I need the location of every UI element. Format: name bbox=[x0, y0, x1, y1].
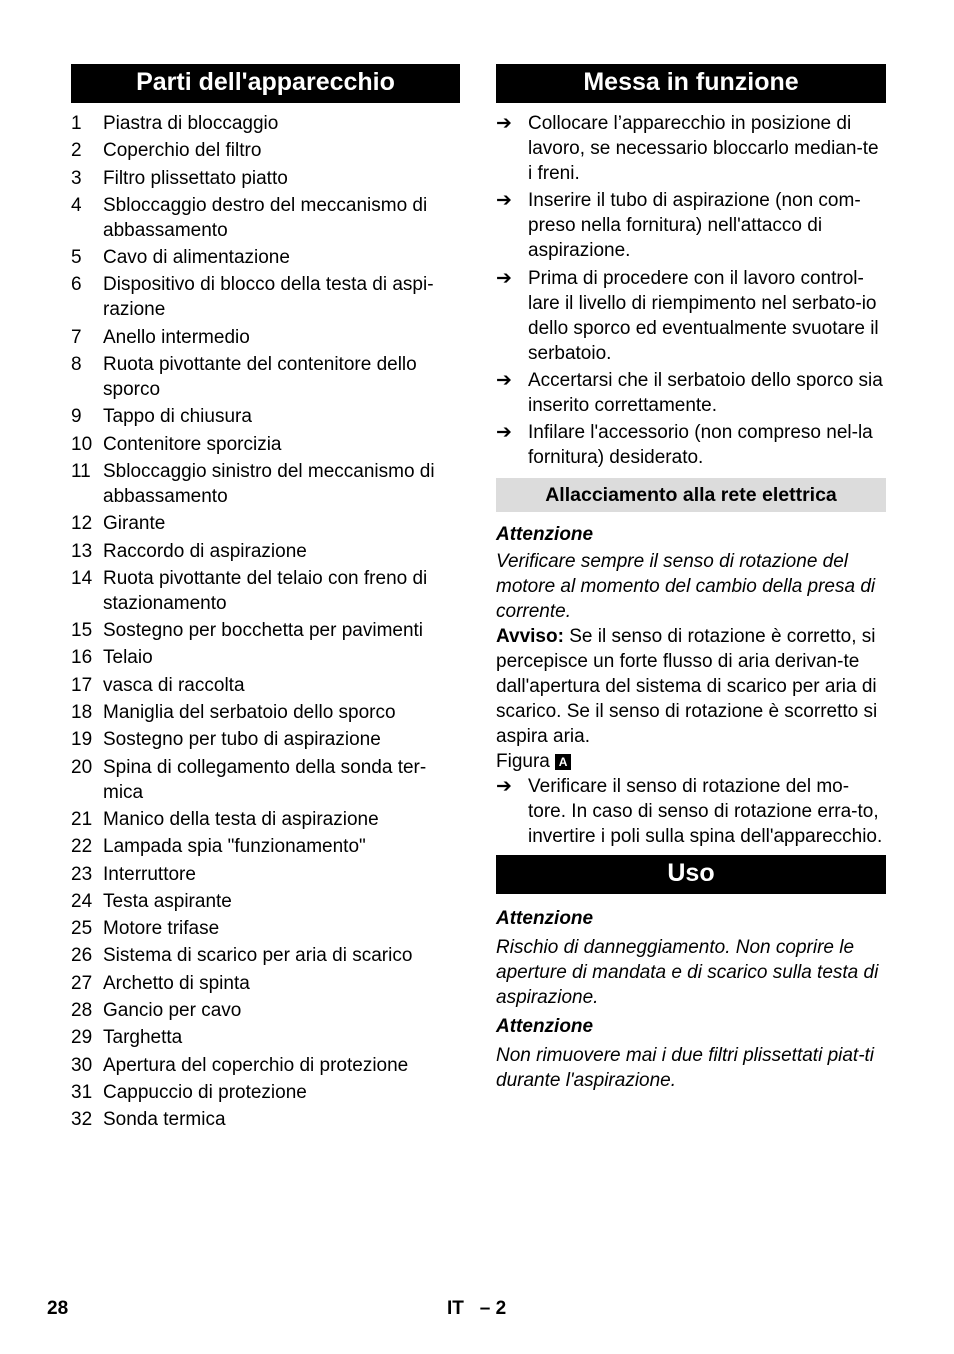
figura-ref bbox=[496, 749, 886, 774]
item-label: Archetto di spinta bbox=[103, 972, 250, 994]
item-number: 15 bbox=[71, 620, 93, 642]
list-item bbox=[71, 1025, 460, 1050]
arrow-right-icon: ➔ bbox=[496, 369, 512, 391]
subsection-title-allacciamento: Allacciamento alla rete elettrica bbox=[496, 478, 886, 512]
item-number: 13 bbox=[71, 540, 93, 562]
item-label: Raccordo di aspirazione bbox=[103, 540, 307, 562]
list-item bbox=[71, 889, 460, 914]
uso-attenzione-heading-1: Attenzione bbox=[496, 908, 594, 930]
list-item bbox=[71, 138, 460, 163]
item-number: 30 bbox=[71, 1054, 93, 1076]
list-item bbox=[496, 111, 886, 186]
item-number: 18 bbox=[71, 702, 93, 724]
step-text: Infilare l'accessorio (non compreso nel-la fornitura) desiderato. bbox=[528, 422, 873, 469]
item-label: Girante bbox=[103, 513, 166, 535]
item-label: Testa aspirante bbox=[103, 890, 232, 912]
list-item bbox=[71, 166, 460, 191]
uso-attenzione-text-2: Non rimuovere mai i due filtri plissettati piat-ti durante l'aspirazione. bbox=[496, 1045, 875, 1092]
item-label: Contenitore sporcizia bbox=[103, 433, 282, 455]
list-item bbox=[71, 618, 460, 643]
item-number: 26 bbox=[71, 945, 93, 967]
item-label: Cavo di alimentazione bbox=[103, 247, 290, 269]
item-number: 1 bbox=[71, 113, 82, 134]
left-column bbox=[71, 64, 460, 1135]
messa-steps-list bbox=[496, 111, 886, 470]
section-title-parti: Parti dell'apparecchio bbox=[71, 64, 460, 103]
list-item bbox=[71, 511, 460, 536]
item-label: Spina di collegamento della sonda ter-mica bbox=[103, 756, 427, 803]
item-number: 23 bbox=[71, 863, 93, 885]
list-item bbox=[71, 245, 460, 270]
arrow-right-icon: ➔ bbox=[496, 776, 512, 798]
list-item bbox=[71, 1053, 460, 1078]
footer-code: IT – 2 bbox=[447, 1298, 507, 1319]
figure-a-icon: A bbox=[555, 754, 571, 770]
item-number: 9 bbox=[71, 406, 82, 428]
item-label: Sbloccaggio destro del meccanismo di abbassamento bbox=[103, 194, 428, 241]
step-text: Inserire il tubo di aspirazione (non com-preso nella fornitura) nell'attacco di aspirazione. bbox=[528, 190, 861, 262]
list-item bbox=[71, 916, 460, 941]
uso-attenzione-text-1: Rischio di danneggiamento. Non coprire le aperture di mandata e di scarico sulla testa di aspirazione. bbox=[496, 937, 879, 1009]
list-item bbox=[71, 807, 460, 832]
step-text: Prima di procedere con il lavoro control-lare il livello di riempimento nel serbato-io dello sporco ed eventualmente svuotare il serbatoio. bbox=[528, 267, 879, 364]
list-item bbox=[71, 1107, 460, 1132]
item-number: 31 bbox=[71, 1081, 93, 1103]
figura-label: Figura bbox=[496, 751, 550, 773]
item-number: 20 bbox=[71, 756, 93, 778]
item-number: 3 bbox=[71, 167, 82, 189]
list-item bbox=[71, 325, 460, 350]
item-number: 2 bbox=[71, 140, 82, 162]
item-label: Gancio per cavo bbox=[103, 1000, 242, 1022]
step-text: Collocare l’apparecchio in posizione di lavoro, se necessario bloccarlo median-te i freni. bbox=[528, 113, 879, 184]
item-number: 19 bbox=[71, 729, 93, 751]
item-label: Sostegno per tubo di aspirazione bbox=[103, 729, 381, 751]
avviso-text: Se il senso di rotazione è corretto, si percepisce un forte flusso di aria derivan-te dall'apertura del sistema di scarico per aria di scarico. Se il senso di rotazione è scorretto si aspira aria. bbox=[496, 626, 878, 748]
item-number: 5 bbox=[71, 247, 82, 269]
item-number: 25 bbox=[71, 918, 93, 940]
list-item bbox=[71, 998, 460, 1023]
page-number: 28 bbox=[47, 1298, 69, 1319]
item-label: Sonda termica bbox=[103, 1109, 226, 1131]
list-item bbox=[71, 971, 460, 996]
step-text: Accertarsi che il serbatoio dello sporco sia inserito correttamente. bbox=[528, 369, 883, 416]
arrow-right-icon: ➔ bbox=[496, 267, 512, 289]
item-label: Filtro plissettato piatto bbox=[103, 167, 288, 189]
section-title-messa: Messa in funzione bbox=[496, 64, 886, 103]
list-item bbox=[71, 1080, 460, 1105]
arrow-right-icon: ➔ bbox=[496, 190, 512, 212]
list-item bbox=[71, 645, 460, 670]
item-label: Dispositivo di blocco della testa di aspi-razione bbox=[103, 274, 434, 321]
item-label: Targhetta bbox=[103, 1027, 183, 1049]
item-label: Sistema di scarico per aria di scarico bbox=[103, 945, 413, 967]
item-number: 22 bbox=[71, 836, 93, 858]
item-number: 24 bbox=[71, 890, 93, 912]
attenzione-text: Verificare sempre il senso di rotazione del motore al momento del cambio della presa di corrente. bbox=[496, 551, 876, 623]
list-item bbox=[71, 432, 460, 457]
item-label: Motore trifase bbox=[103, 918, 220, 940]
arrow-right-icon: ➔ bbox=[496, 113, 512, 134]
list-item bbox=[71, 943, 460, 968]
item-number: 21 bbox=[71, 808, 93, 830]
list-item bbox=[71, 539, 460, 564]
attenzione-heading: Attenzione bbox=[496, 524, 594, 546]
item-number: 10 bbox=[71, 433, 93, 455]
list-item bbox=[71, 755, 460, 805]
item-label: Sbloccaggio sinistro del meccanismo di abbassamento bbox=[103, 460, 435, 507]
item-label: Ruota pivottante del contenitore dello sporco bbox=[103, 354, 417, 401]
item-label: Interruttore bbox=[103, 863, 196, 885]
item-number: 4 bbox=[71, 194, 82, 216]
list-item bbox=[71, 727, 460, 752]
item-label: Lampada spia "funzionamento" bbox=[103, 836, 366, 858]
item-label: vasca di raccolta bbox=[103, 674, 245, 696]
list-item bbox=[71, 566, 460, 616]
arrow-right-icon: ➔ bbox=[496, 422, 512, 444]
parts-list bbox=[71, 111, 460, 1132]
list-item bbox=[496, 188, 886, 263]
item-number: 7 bbox=[71, 326, 82, 348]
item-number: 8 bbox=[71, 354, 82, 376]
avviso-label: Avviso: bbox=[496, 626, 564, 648]
list-item bbox=[71, 700, 460, 725]
uso-attenzione-heading-2: Attenzione bbox=[496, 1016, 594, 1038]
item-label: Sostegno per bocchetta per pavimenti bbox=[103, 620, 424, 642]
item-label: Ruota pivottante del telaio con freno di stazionamento bbox=[103, 567, 428, 614]
list-item bbox=[71, 404, 460, 429]
item-number: 32 bbox=[71, 1109, 93, 1131]
item-label: Manico della testa di aspirazione bbox=[103, 808, 379, 830]
list-item bbox=[71, 862, 460, 887]
item-label: Piastra di bloccaggio bbox=[103, 113, 279, 134]
item-label: Coperchio del filtro bbox=[103, 140, 262, 162]
item-label: Telaio bbox=[103, 647, 153, 669]
item-number: 29 bbox=[71, 1027, 93, 1049]
item-label: Cappuccio di protezione bbox=[103, 1081, 307, 1103]
allacciamento-steps-list bbox=[496, 774, 886, 849]
list-item bbox=[71, 459, 460, 509]
item-number: 6 bbox=[71, 274, 82, 296]
list-item bbox=[496, 774, 886, 849]
item-number: 17 bbox=[71, 674, 93, 696]
item-number: 28 bbox=[71, 1000, 93, 1022]
item-label: Anello intermedio bbox=[103, 326, 250, 348]
right-column bbox=[496, 64, 886, 1093]
list-item bbox=[496, 266, 886, 366]
item-number: 12 bbox=[71, 513, 93, 535]
item-label: Tappo di chiusura bbox=[103, 406, 252, 428]
list-item bbox=[71, 352, 460, 402]
step-text: Verificare il senso di rotazione del mo-tore. In caso di senso di rotazione erra-to, invertire i poli sulla spina dell'apparecchio. bbox=[528, 776, 883, 848]
list-item bbox=[496, 420, 886, 470]
item-label: Maniglia del serbatoio dello sporco bbox=[103, 702, 396, 724]
list-item bbox=[71, 673, 460, 698]
item-number: 14 bbox=[71, 567, 93, 589]
list-item bbox=[71, 193, 460, 243]
list-item bbox=[496, 368, 886, 418]
item-number: 27 bbox=[71, 972, 93, 994]
avviso-paragraph bbox=[496, 624, 886, 749]
list-item bbox=[71, 272, 460, 322]
item-label: Apertura del coperchio di protezione bbox=[103, 1054, 409, 1076]
list-item bbox=[71, 834, 460, 859]
item-number: 16 bbox=[71, 647, 93, 669]
item-number: 11 bbox=[71, 460, 91, 482]
section-title-uso: Uso bbox=[496, 855, 886, 894]
list-item bbox=[71, 111, 460, 136]
